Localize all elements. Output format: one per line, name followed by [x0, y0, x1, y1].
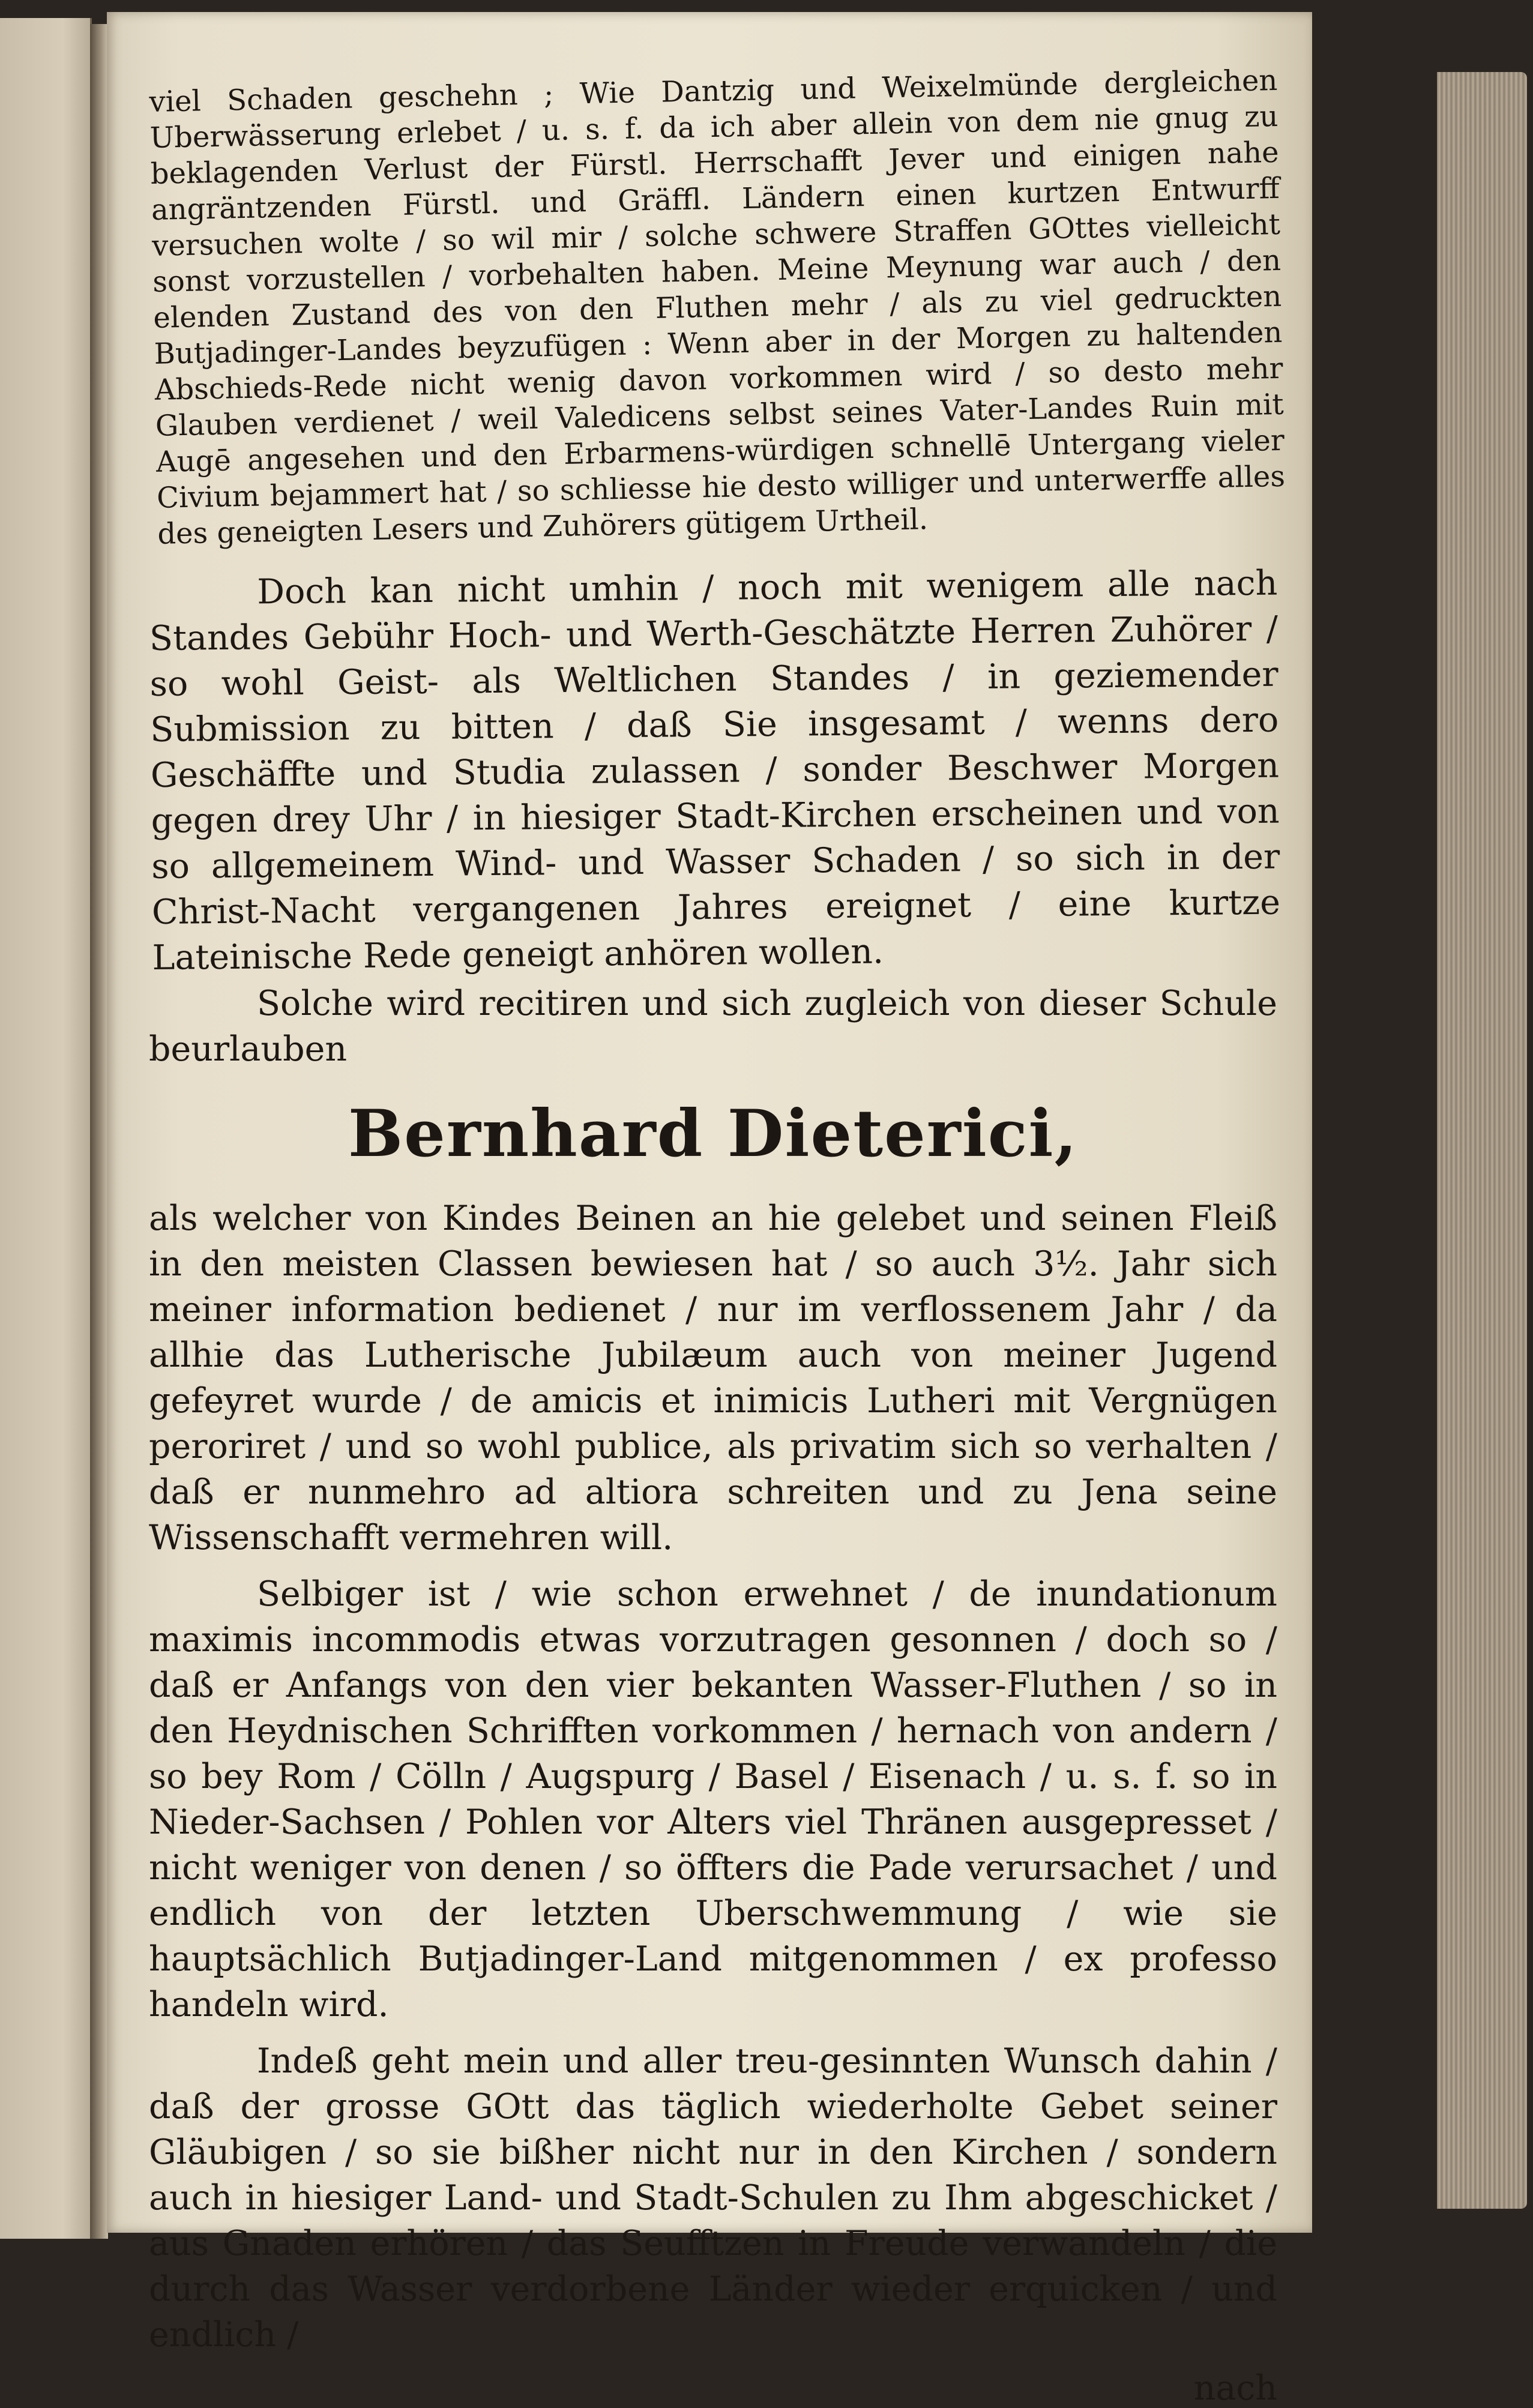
- paragraph-about-student: als welcher von Kindes Beinen an hie gelebet und seinen Fleiß in den meisten Classen bewiesen hat / so auch 3½. Jahr sich meiner information bedienet / nur im verflossenem Jahr / da allhie das Lutherische Jubilæum auch von meiner Jugend gefeyret wurde / de amicis et inimicis Lutheri mit Vergnügen peroriret / und so wohl publice, als privatim sich so verhalten / daß er nunmehro ad altiora schreiten und zu Jena seine Wissenschafft vermehren will.: [149, 1199, 1277, 1558]
- printed-page: [107, 12, 1312, 2408]
- paragraph-oration-topic: Selbiger ist / wie schon erwehnet / de inundationum maximis incommodis etwas vorzutragen gesonnen / doch so / daß er Anfangs von den vier bekanten Wasser-Fluthen / so in den Heydnischen Schrifften vorkommen / hernach von andern / so bey Rom / Cölln / Augspurg / Basel / Eisenach / u. s. f. so in Nieder-Sachsen / Pohlen vor Alters viel Thränen ausgepresset / nicht weniger von denen / so öffters die Pade verursachet / und endlich von der letzten Uberschwemmung / wie sie hauptsächlich Butjadinger-Land mitgenommen / ex professo handeln wird.: [149, 1574, 1277, 2024]
- catchword: nach: [1193, 2368, 1277, 2408]
- page-text-block: [149, 63, 1286, 2408]
- paragraph-intro: viel Schaden geschehn ; Wie Dantzig und Weixelmünde dergleichen Uberwässerung erlebet / u. s. f. da ich aber allein von dem nie gnug zu beklagenden Verlust der Fürstl. Herrschafft Jever und einigen nahe angräntzenden Fürstl. und Gräffl. Ländern einen kurtzen Entwurff versuchen wolte / so wil mir / solche schwere Straffen GOttes vielleicht sonst vorzustellen / vorbehalten haben. Meine Meynung war auch / den elenden Zustand des von den Fluthen mehr / als zu viel gedruckten Butjadinger-Landes beyzufügen : Wenn aber in der Morgen zu haltenden Abschieds-Rede nicht wenig davon vorkommen wird / so desto mehr Glauben verdienet / weil Valedicens selbst seines Vater-Landes Ruin mit Augē angesehen und den Erbarmens-würdigen schnellē Untergang vieler Civium bejammert hat / so schliesse hie desto williger und unterwerffe alles des geneigten Lesers und Zuhörers gütigem Urtheil.: [149, 63, 1286, 551]
- book-fore-edge: [1437, 72, 1527, 2209]
- paragraph-invitation: Doch kan nicht umhin / noch mit wenigem alle nach Standes Gebühr Hoch- und Werth-Geschätzte Herren Zuhörer / so wohl Geist- als Weltlichen Standes / in geziemender Submission zu bitten / daß Sie insgesamt / wenns dero Geschäffte und Studia zulassen / sonder Beschwer Morgen gegen drey Uhr / in hiesiger Stadt-Kirchen erscheinen und von so allgemeinem Wind- und Wasser Schaden / so sich in der Christ-Nacht vergangenen Jahres ereignet / eine kurtze Lateinische Rede geneigt anhören wollen.: [149, 563, 1281, 978]
- paragraph-closing-wish: Indeß geht mein und aller treu-gesinnten Wunsch dahin / daß der grosse GOtt das täglich wiederholte Gebet seiner Gläubigen / so sie bißher nicht nur in den Kirchen / sondern auch in hiesiger Land- und Stadt-Schulen zu Ihm abgeschicket / aus Gnaden erhören / das Seufftzen in Freude verwandeln / die durch das Wasser verdorbene Länder wieder erquicken / und endlich /: [149, 2041, 1277, 2355]
- book-gutter: [90, 24, 108, 2239]
- student-name-heading: Bernhard Dieterici,: [348, 1096, 1079, 1172]
- paragraph-recite: Solche wird recitiren und sich zugleich von dieser Schule beurlauben: [149, 984, 1277, 1069]
- left-page-edge: [0, 18, 92, 2239]
